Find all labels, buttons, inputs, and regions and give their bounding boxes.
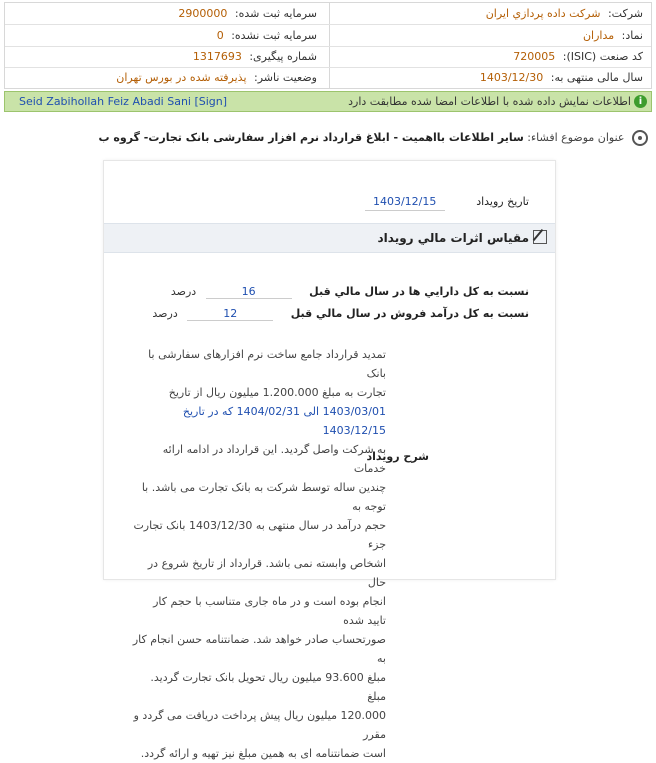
revenue-ratio-row <box>152 307 529 321</box>
status-label: وضعیت ناشر: <box>254 71 317 84</box>
description-line: چندین ساله توسط شرکت به بانک تجارت می باشد. با توجه به <box>141 481 386 513</box>
event-date-value: 1403/12/15 <box>365 195 445 211</box>
notice-text: اطلاعات نمایش داده شده با اطلاعات امضا شده مطابقت دارد <box>348 95 631 108</box>
subject-title: سایر اطلاعات بااهمیت - ابلاغ قرارداد نرم افزار سفارشی بانک تجارت- گروه ب <box>98 131 524 144</box>
info-row <box>5 46 651 68</box>
description-line: حجم درآمد در سال منتهی به 1403/12/30 بانک تجارت جزء <box>133 519 386 551</box>
revenue-ratio-unit: درصد <box>152 307 178 320</box>
fiscal-cell <box>480 67 643 88</box>
capital-unregistered-cell <box>217 25 317 46</box>
company-info-table <box>4 2 652 89</box>
description-line: مبلغ 93.600 میلیون ریال تحویل بانک تجارت گردید. مبلغ <box>150 671 386 703</box>
assets-ratio-value: 16 <box>206 285 292 299</box>
assets-ratio-unit: درصد <box>170 285 197 298</box>
symbol-label: نماد: <box>621 29 643 42</box>
event-date-label: تاریخ رویداد <box>476 195 529 208</box>
signer-link[interactable]: Seid Zabihollah Feiz Abadi Sani [Sign] <box>19 95 228 108</box>
assets-ratio-label: نسبت به کل دارایي ها در سال مالي قبل <box>309 285 529 298</box>
event-date-row <box>365 195 529 211</box>
info-row <box>5 67 651 88</box>
symbol-cell <box>583 25 643 46</box>
edit-icon <box>533 230 547 244</box>
info-row <box>5 25 651 47</box>
event-panel <box>103 160 556 760</box>
info-row <box>5 3 651 25</box>
description-line: است ضمانتنامه ای به همین مبلغ نیز تهیه و ارائه گردد. <box>140 747 386 760</box>
fiscal-value: 1403/12/30 <box>479 71 544 84</box>
info-icon: i <box>634 95 647 108</box>
signature-notice <box>4 91 652 112</box>
description-label: شرح رویداد <box>366 450 429 463</box>
description-line: انجام بوده است و در ماه جاری متناسب با حجم کار تایید شده <box>153 595 386 627</box>
capital-registered-value: 2900000 <box>178 7 228 20</box>
tracking-value: 1317693 <box>192 50 242 63</box>
capital-registered-label: سرمایه ثبت شده: <box>234 7 317 20</box>
target-icon <box>632 130 648 146</box>
description-line: صورتحساب صادر خواهد شد. ضمانتنامه حسن انجام کار به <box>132 633 386 665</box>
company-name[interactable]: شرکت داده پردازي ايران <box>485 7 601 20</box>
revenue-ratio-value: 12 <box>187 307 273 321</box>
event-description <box>132 345 386 763</box>
section-title: مقیاس اثرات مالي رویداد <box>377 231 529 245</box>
isic-value: 720005 <box>513 50 556 63</box>
capital-unregistered-value: 0 <box>216 29 224 42</box>
company-label: شرکت: <box>607 7 643 20</box>
capital-unregistered-label: سرمایه ثبت نشده: <box>231 29 317 42</box>
tracking-cell <box>193 46 317 67</box>
subject-label: عنوان موضوع افشاء: <box>527 131 625 144</box>
description-line: به شرکت واصل گردید. این قرارداد در ادامه ارائه خدمات <box>162 443 386 475</box>
description-line: 1403/03/01 الی 1404/02/31 که در تاریخ 1403/12/15 <box>182 405 386 437</box>
status-value: پذیرفته شده در بورس تهران <box>116 71 247 84</box>
capital-registered-cell <box>178 3 317 24</box>
description-line: 120.000 میلیون ریال پیش پرداخت دریافت می گردد و مقرر <box>133 709 386 741</box>
section-header <box>104 223 555 253</box>
status-cell <box>116 67 317 88</box>
company-cell <box>486 3 643 24</box>
tracking-label: شماره پیگیری: <box>249 50 317 63</box>
isic-label: کد صنعت (ISIC): <box>562 50 643 63</box>
description-line: تجارت به مبلغ 1.200.000 میلیون ریال از تاریخ <box>168 386 386 399</box>
assets-ratio-row <box>171 285 529 299</box>
revenue-ratio-label: نسبت به کل درآمد فروش در سال مالي قبل <box>290 307 529 320</box>
subject-line <box>98 128 648 148</box>
description-line: تمدید قرارداد جامع ساخت نرم افزارهای سفارشی با بانک <box>148 348 386 380</box>
symbol-value[interactable]: مداران <box>582 29 615 42</box>
fiscal-label: سال مالی منتهی به: <box>550 71 643 84</box>
description-line: اشخاص وابسته نمی باشد. قرارداد از تاریخ شروع در حال <box>147 557 386 589</box>
isic-cell <box>513 46 643 67</box>
